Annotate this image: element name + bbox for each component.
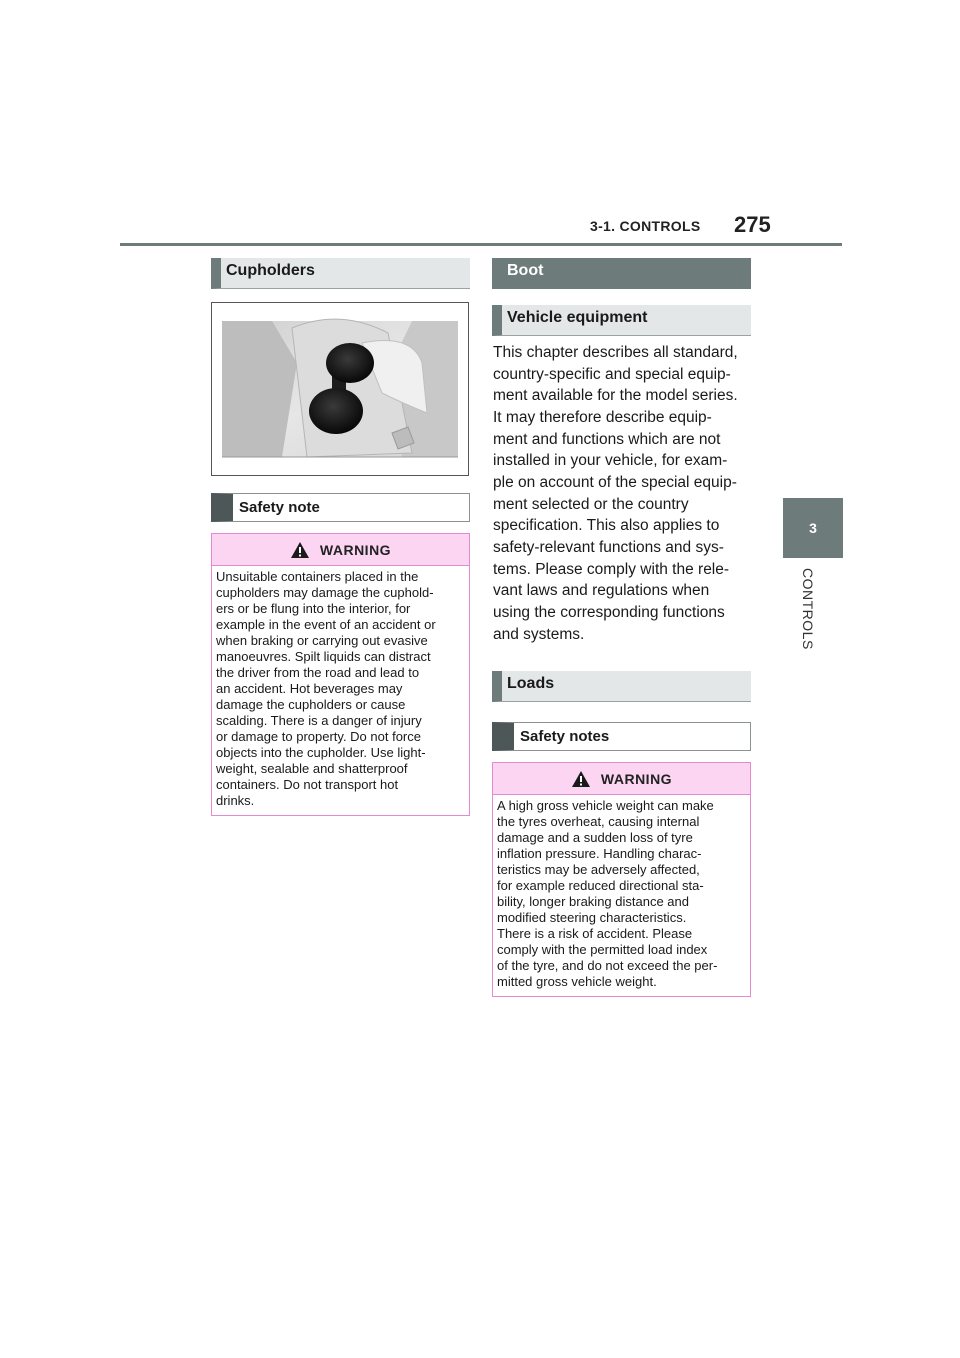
cupholder-warning-box [211,533,470,816]
warning-line: the driver from the road and lead to [216,665,420,680]
body-line: ment available for the model series. [493,387,738,405]
loads-heading: Loads [492,671,751,702]
warning-line: cupholders may damage the cuphold- [216,585,434,600]
safety-note-heading: Safety note [211,493,470,522]
warning-line: A high gross vehicle weight can make [497,798,714,813]
warning-line: weight, sealable and shatterproof [216,761,408,776]
warning-title: WARNING [319,541,392,558]
chapter-tab-label: CONTROLS [800,568,816,650]
cupholder-figure [211,302,469,476]
warning-text [212,566,469,809]
body-line: ple on account of the special equip- [493,473,737,491]
vehicle-equipment-heading: Vehicle equipment [492,305,751,336]
body-line: and systems. [493,625,585,643]
warning-line: an accident. Hot beverages may [216,681,403,696]
body-line: tems. Please comply with the rele- [493,560,730,578]
boot-chapter-heading: Boot [492,258,751,289]
warning-title: WARNING [600,770,673,787]
body-line: safety-relevant functions and sys- [493,538,724,556]
cupholders-heading: Cupholders [211,258,470,289]
body-line: This chapter describes all standard, [493,344,738,361]
warning-line: mitted gross vehicle weight. [497,974,657,989]
body-line: country-specific and special equip- [493,365,731,383]
warning-line: the tyres overheat, causing internal [497,814,700,829]
warning-header [212,534,469,566]
warning-line: damage and a sudden loss of tyre [497,830,693,845]
section-title: 3-1. CONTROLS [590,218,701,234]
body-line: specification. This also applies to [493,517,720,535]
chapter-tab[interactable]: 3 [783,498,843,558]
warning-line: Unsuitable containers placed in the [216,569,419,584]
warning-text [493,795,750,990]
warning-triangle-icon [571,770,591,788]
loads-warning-box [492,762,751,997]
warning-line: bility, longer braking distance and [497,894,689,909]
safety-notes-heading: Safety notes [492,722,751,751]
page-number: 275 [734,212,771,237]
warning-line: manoeuvres. Spilt liquids can distract [216,649,431,664]
warning-line: drinks. [216,793,255,808]
header-rule [120,243,842,246]
body-line: ment selected or the country [493,495,689,513]
warning-line: ers or be flung into the interior, for [216,601,411,616]
warning-line: of the tyre, and do not exceed the per- [497,958,718,973]
warning-line: modified steering characteristics. [497,910,687,925]
warning-line: when braking or carrying out evasive [216,633,428,648]
body-line: vant laws and regulations when [493,582,710,600]
warning-line: objects into the cupholder. Use light- [216,745,426,760]
warning-line: containers. Do not transport hot [216,777,399,792]
warning-header [493,763,750,795]
cupholder-illustration [212,303,468,475]
body-line: ment and functions which are not [493,430,721,448]
warning-line: comply with the permitted load index [497,942,708,957]
warning-line: There is a risk of accident. Please [497,926,693,941]
vehicle-equipment-text [493,342,755,645]
warning-line: scalding. There is a danger of injury [216,713,422,728]
warning-line: damage the cupholders or cause [216,697,406,712]
body-line: installed in your vehicle, for exam- [493,452,728,470]
warning-triangle-icon [290,541,310,559]
warning-line: teristics may be adversely affected, [497,862,700,877]
body-line: using the corresponding functions [493,603,725,621]
warning-line: or damage to property. Do not force [216,729,421,744]
warning-line: inflation pressure. Handling charac- [497,846,702,861]
warning-line: example in the event of an accident or [216,617,436,632]
warning-line: for example reduced directional sta- [497,878,704,893]
body-line: It may therefore describe equip- [493,408,712,426]
